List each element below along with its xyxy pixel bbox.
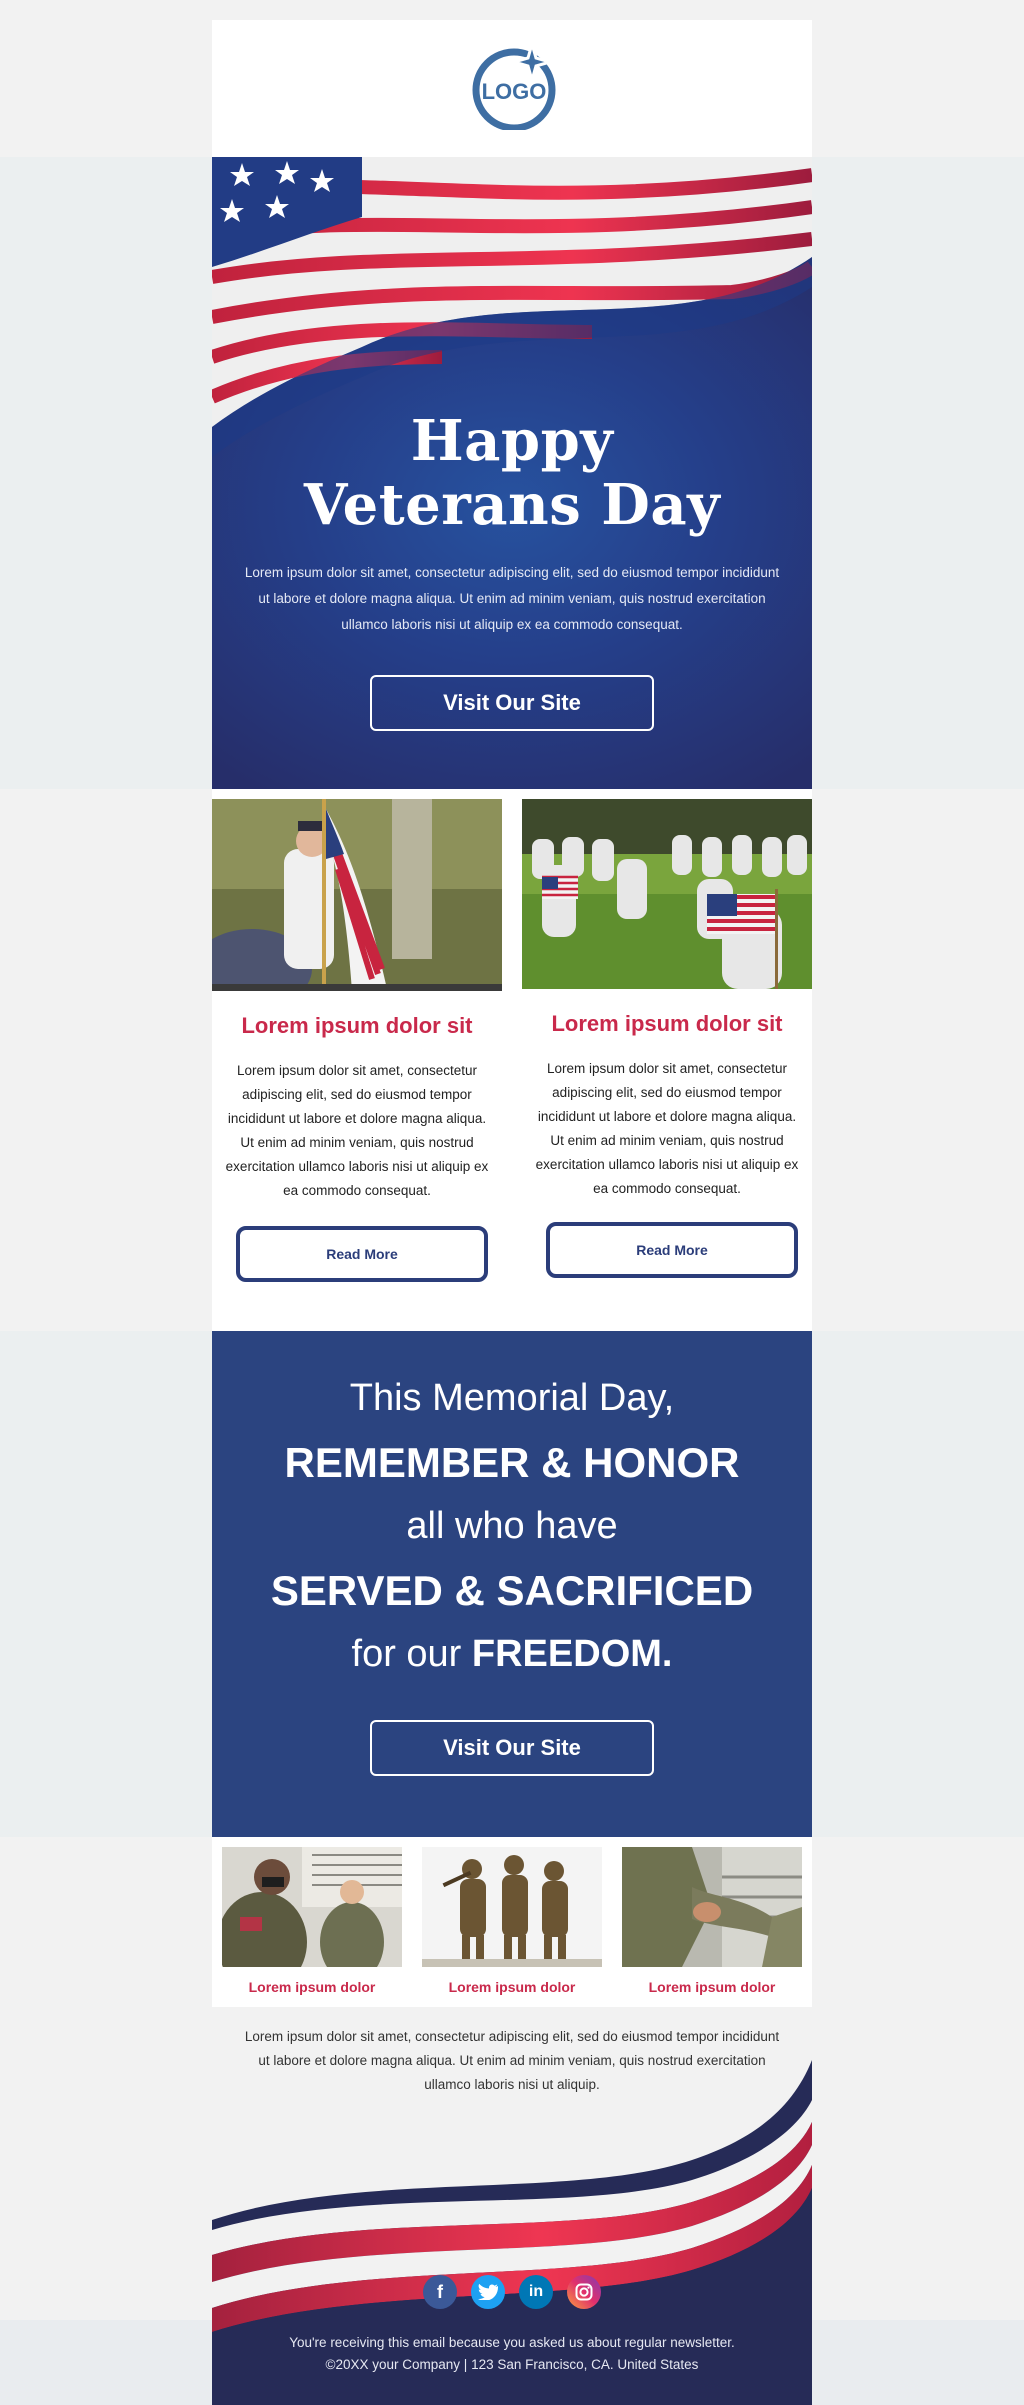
visit-site-button[interactable]: Visit Our Site bbox=[370, 1720, 654, 1776]
visit-site-button[interactable]: Visit Our Site bbox=[370, 675, 654, 731]
read-more-button[interactable]: Read More bbox=[236, 1226, 488, 1282]
memorial-line4: SERVED & SACRIFICED bbox=[270, 1567, 754, 1614]
gallery-item bbox=[622, 1847, 802, 1995]
hero-title bbox=[212, 409, 812, 537]
memorial-line1: This Memorial Day, bbox=[349, 1377, 675, 1419]
cards-section bbox=[212, 789, 812, 1331]
soldiers-handshake-photo[interactable] bbox=[622, 1847, 802, 1967]
gallery-item bbox=[422, 1847, 602, 1995]
memorial-section bbox=[212, 1331, 812, 1837]
twitter-icon[interactable] bbox=[471, 2275, 505, 2309]
logo[interactable] bbox=[470, 42, 558, 130]
social-links bbox=[212, 2275, 812, 2309]
read-more-button[interactable]: Read More bbox=[546, 1222, 798, 1278]
hero-body: Lorem ipsum dolor sit amet, consectetur adipiscing elit, sed do eiusmod tempor incididunt ut labore et dolore magna aliqua. Ut enim ad minim veniam, quis nostrud exercitation ullamco laboris nisi ut aliquip ex ea commodo consequat. bbox=[244, 565, 780, 632]
card bbox=[212, 799, 502, 1262]
memorial-line5 bbox=[212, 1633, 812, 1676]
gallery-label: Lorem ipsum dolor bbox=[248, 1979, 376, 1995]
gallery-label: Lorem ipsum dolor bbox=[448, 1979, 576, 1995]
footer-body: Lorem ipsum dolor sit amet, consectetur adipiscing elit, sed do eiusmod tempor incididunt ut labore et dolore magna aliqua. Ut enim ad minim veniam, quis nostrud exercitation ullamco laboris nisi ut aliquip. bbox=[244, 2029, 780, 2092]
cemetery-flags-photo[interactable] bbox=[522, 799, 812, 989]
gallery-section bbox=[212, 1837, 812, 2007]
hero-title-line1: Happy bbox=[410, 408, 614, 474]
soldiers-statue-photo[interactable] bbox=[422, 1847, 602, 1967]
card-body: Lorem ipsum dolor sit amet, consectetur adipiscing elit, sed do eiusmod tempor incididunt ut labore et dolore magna aliqua. Ut enim ad minim veniam, quis nostrud exercitation ullamco laboris nisi ut aliquip ex ea commodo consequat. bbox=[225, 1063, 489, 1198]
hero bbox=[212, 157, 812, 789]
soldiers-talking-photo[interactable] bbox=[222, 1847, 402, 1967]
memorial-line3: all who have bbox=[406, 1505, 618, 1547]
card bbox=[522, 799, 812, 1258]
memorial-line5-prefix: for our bbox=[351, 1633, 472, 1675]
header bbox=[212, 20, 812, 157]
memorial-line5-bold: FREEDOM. bbox=[471, 1633, 673, 1675]
company-address: ©20XX your Company | 123 San Francisco, CA. United States bbox=[325, 2357, 699, 2372]
veteran-flag-photo[interactable] bbox=[212, 799, 502, 991]
facebook-icon[interactable]: f bbox=[423, 2275, 457, 2309]
instagram-icon[interactable] bbox=[567, 2275, 601, 2309]
gallery-item bbox=[222, 1847, 402, 1995]
gallery-label: Lorem ipsum dolor bbox=[648, 1979, 776, 1995]
memorial-line2: REMEMBER & HONOR bbox=[284, 1439, 740, 1486]
card-title: Lorem ipsum dolor sit bbox=[241, 1013, 473, 1038]
newsletter-notice: You're receiving this email because you asked us about regular newsletter. bbox=[289, 2335, 735, 2350]
linkedin-icon[interactable]: in bbox=[519, 2275, 553, 2309]
card-title: Lorem ipsum dolor sit bbox=[551, 1011, 783, 1036]
hero-title-line2: Veterans Day bbox=[303, 472, 721, 538]
card-body: Lorem ipsum dolor sit amet, consectetur adipiscing elit, sed do eiusmod tempor incididunt ut labore et dolore magna aliqua. Ut enim ad minim veniam, quis nostrud exercitation ullamco laboris nisi ut aliquip ex ea commodo consequat. bbox=[535, 1061, 799, 1196]
logo-text: LOGO bbox=[481, 79, 547, 104]
